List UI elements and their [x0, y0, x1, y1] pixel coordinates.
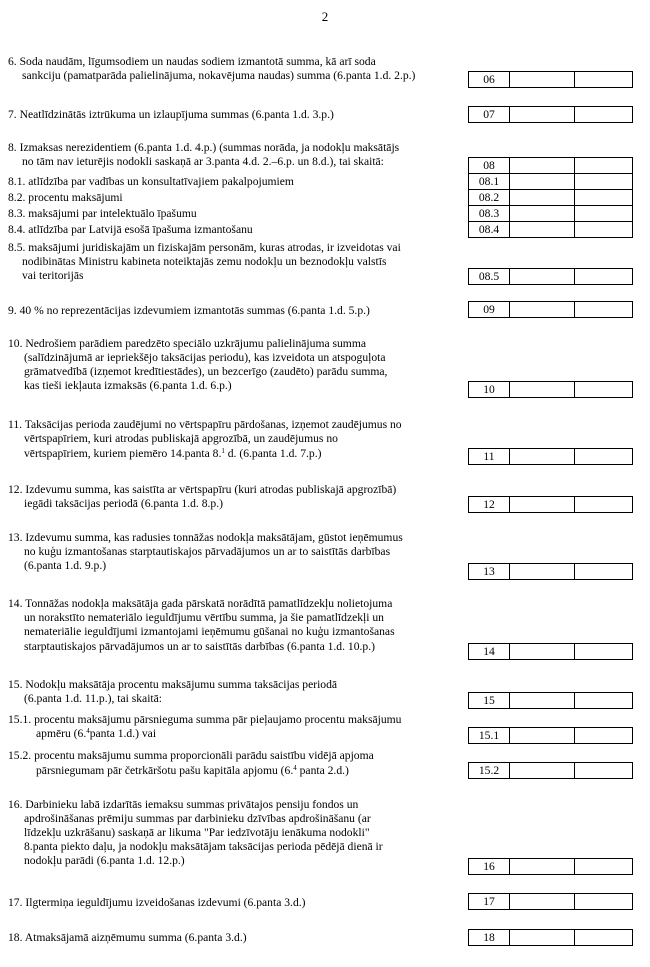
row-08-5-value-b[interactable]	[574, 268, 633, 285]
row-15-1-label-2-text: apmēru (6.	[36, 727, 87, 740]
row-15-2-value-a[interactable]	[509, 762, 575, 779]
row-07-label-1: 7. Neatlīdzinātās iztrūkuma un izlaupījuma summas (6.panta 1.d. 3.p.)	[8, 108, 334, 121]
row-08-2-value-a[interactable]	[509, 189, 575, 206]
row-15-2-code: 15.2	[468, 762, 510, 779]
row-10-value-a[interactable]	[509, 381, 575, 398]
row-12-label-2: iegādi taksācijas periodā (6.panta 1.d. 8.p.)	[24, 497, 223, 510]
row-15-1-code: 15.1	[468, 727, 510, 744]
row-08-4-value-a[interactable]	[509, 221, 575, 238]
row-13-label-1: 13. Izdevumu summa, kas radusies tonnāžas nodokļa maksātājam, gūstot ieņēmumus	[8, 531, 403, 544]
row-18-value-b[interactable]	[574, 929, 633, 946]
row-08-3-label: 8.3. maksājumi par intelektuālo īpašumu	[8, 207, 197, 220]
row-11-label-3-text: vērtspapīriem, kuriem piemēro 14.panta 8.	[24, 447, 222, 460]
row-11-code: 11	[468, 448, 510, 465]
row-16-value-b[interactable]	[574, 858, 633, 875]
row-08-2-label: 8.2. procentu maksājumi	[8, 191, 123, 204]
row-09-label-1: 9. 40 % no reprezentācijas izdevumiem izmantotās summas (6.panta 1.d. 5.p.)	[8, 304, 370, 317]
row-14-label-2: un norakstīto nemateriālo ieguldījumu vērtību summa, ja šie pamatlīdzekļi un	[24, 611, 384, 624]
row-11-label-2: vērtspapīriem, kuri atrodas publiskajā apgrozībā, un zaudējumus no	[24, 432, 338, 445]
row-09-code: 09	[468, 301, 510, 318]
row-15-value-b[interactable]	[574, 692, 633, 709]
row-08-4-code: 08.4	[468, 221, 510, 238]
row-13-label-3: (6.panta 1.d. 9.p.)	[24, 559, 107, 572]
row-16-value-a[interactable]	[509, 858, 575, 875]
row-15-2-superscript: 4	[293, 764, 297, 772]
row-09-value-b[interactable]	[574, 301, 633, 318]
row-15-code: 15	[468, 692, 510, 709]
row-10-value-b[interactable]	[574, 381, 633, 398]
page-number: 2	[321, 9, 329, 24]
row-16-label-3: līdzekļu uzkrāšanu) saskaņā ar likuma "Par iedzīvotāju ienākuma nodokli"	[24, 826, 370, 839]
row-15-label-2: (6.panta 1.d. 11.p.), tai skaitā:	[24, 692, 163, 705]
row-18-code: 18	[468, 929, 510, 946]
row-06-label-1: 6. Soda naudām, līgumsodiem un naudas sodiem izmantotā summa, kā arī soda	[8, 55, 376, 68]
row-11-label-3-rest: d. (6.panta 1.d. 7.p.)	[224, 447, 322, 460]
row-08-1-value-a[interactable]	[509, 173, 575, 190]
row-07-value-a[interactable]	[509, 106, 575, 123]
row-06-value-a[interactable]	[509, 71, 575, 88]
row-09-value-a[interactable]	[509, 301, 575, 318]
row-16-code: 16	[468, 858, 510, 875]
row-16-label-5: nodokļu parādi (6.panta 1.d. 12.p.)	[24, 854, 185, 867]
row-15-1-value-a[interactable]	[509, 727, 575, 744]
row-08-5-code: 08.5	[468, 268, 510, 285]
row-14-code: 14	[468, 643, 510, 660]
row-15-2-label-2	[36, 764, 349, 777]
row-15-1-label-1: 15.1. procentu maksājumu pārsnieguma summa pār pieļaujamo procentu maksājumu	[8, 713, 402, 726]
row-14-label-3: nemateriālie ieguldījumi izmantojami ieņēmumu gūšanai no kuģu izmantošanas	[24, 625, 395, 638]
row-10-label-4: kas tieši iekļauta izmaksās (6.panta 1.d. 6.p.)	[24, 379, 232, 392]
row-11-value-a[interactable]	[509, 448, 575, 465]
row-08-3-code: 08.3	[468, 205, 510, 222]
row-08-1-code: 08.1	[468, 173, 510, 190]
row-15-label-1: 15. Nodokļu maksātāja procentu maksājumu summa taksācijas periodā	[8, 678, 338, 691]
row-15-2-label-1: 15.2. procentu maksājumu summa proporcionāli parādu saistību vidējā apjoma	[8, 749, 374, 762]
row-07-value-b[interactable]	[574, 106, 633, 123]
row-07-code: 07	[468, 106, 510, 123]
row-10-code: 10	[468, 381, 510, 398]
row-17-label-1: 17. Ilgtermiņa ieguldījumu izveidošanas izdevumi (6.panta 3.d.)	[8, 896, 306, 909]
row-13-label-2: no kuģu izmantošanas starptautiskajos pārvadājumos un ar to saistītās darbības	[24, 545, 391, 558]
row-16-label-4: 8.panta piekto daļu, ja nodokļu maksātājam taksācijas perioda pēdējā dienā ir	[24, 840, 383, 853]
row-15-2-label-2-rest: panta 2.d.)	[296, 764, 349, 777]
row-15-2-label-2-text: pārsniegumam pār četrkāršotu pašu kapitāla apjomu (6.	[36, 764, 294, 777]
row-15-2-value-b[interactable]	[574, 762, 633, 779]
row-13-value-a[interactable]	[509, 563, 575, 580]
row-08-4-label: 8.4. atlīdzība par Latvijā esošā īpašuma izmantošanu	[8, 223, 253, 236]
row-10-label-1: 10. Nedrošiem parādiem paredzēto speciālo uzkrājumu palielinājuma summa	[8, 337, 366, 350]
row-08-value-a[interactable]	[509, 157, 575, 174]
row-17-value-a[interactable]	[509, 893, 575, 910]
row-15-1-superscript: 4	[86, 727, 90, 735]
row-08-1-label: 8.1. atlīdzība par vadības un konsultatīvajiem pakalpojumiem	[8, 175, 294, 188]
row-14-label-1: 14. Tonnāžas nodokļa maksātāja gada pārskatā norādītā pamatlīdzekļu nolietojuma	[8, 597, 393, 610]
row-14-value-a[interactable]	[509, 643, 575, 660]
row-14-label-4: starptautiskajos pārvadājumos un ar to saistītās darbības (6.panta 1.d. 10.p.)	[24, 640, 375, 653]
row-06-code: 06	[468, 71, 510, 88]
row-08-1-value-b[interactable]	[574, 173, 633, 190]
row-16-label-1: 16. Darbinieku labā izdarītās iemaksu summas privātajos pensiju fondos un	[8, 798, 359, 811]
row-17-code: 17	[468, 893, 510, 910]
row-16-label-2: apdrošināšanas prēmiju summas par darbinieku dzīvības apdrošināšanu (ar	[24, 812, 371, 825]
row-13-value-b[interactable]	[574, 563, 633, 580]
row-08-2-value-b[interactable]	[574, 189, 633, 206]
row-10-label-3: grāmatvedībā (izņemot kredītiestādes), un bezcerīgo (zaudēto) parādu summa,	[24, 365, 388, 378]
row-17-value-b[interactable]	[574, 893, 633, 910]
row-08-5-label-1: 8.5. maksājumi juridiskajām un fiziskajām personām, kuras atrodas, ir izveidotas vai	[8, 241, 401, 254]
row-08-5-label-2: nodibinātas Ministru kabineta noteiktajās zemu nodokļu un beznodokļu valstīs	[22, 255, 387, 268]
row-08-value-b[interactable]	[574, 157, 633, 174]
row-06-label-2: sankciju (pamatparāda palielinājuma, nokavējuma naudas) summa (6.panta 1.d. 2.p.)	[22, 69, 416, 82]
row-08-2-code: 08.2	[468, 189, 510, 206]
row-10-label-2: (salīdzinājumā ar iepriekšējo taksācijas periodu), kas izveidota un atspoguļota	[24, 351, 386, 364]
row-06-value-b[interactable]	[574, 71, 633, 88]
row-18-label-1: 18. Atmaksājamā aizņēmumu summa (6.panta 3.d.)	[8, 931, 247, 944]
row-13-code: 13	[468, 563, 510, 580]
row-12-value-a[interactable]	[509, 496, 575, 513]
row-08-code: 08	[468, 157, 510, 174]
row-12-label-1: 12. Izdevumu summa, kas saistīta ar vērtspapīru (kuri atrodas publiskajā apgrozībā)	[8, 483, 397, 496]
row-18-value-a[interactable]	[509, 929, 575, 946]
row-12-value-b[interactable]	[574, 496, 633, 513]
row-08-label-1: 8. Izmaksas nerezidentiem (6.panta 1.d. 4.p.) (summas norāda, ja nodokļu maksātājs	[8, 141, 400, 154]
row-12-code: 12	[468, 496, 510, 513]
row-11-value-b[interactable]	[574, 448, 633, 465]
row-14-value-b[interactable]	[574, 643, 633, 660]
row-15-value-a[interactable]	[509, 692, 575, 709]
row-15-1-value-b[interactable]	[574, 727, 633, 744]
row-15-1-label-2	[36, 727, 156, 740]
row-08-4-value-b[interactable]	[574, 221, 633, 238]
row-15-1-label-2-rest: panta 1.d.) vai	[89, 727, 157, 740]
row-11-label-1: 11. Taksācijas perioda zaudējumi no vērtspapīru pārdošanas, izņemot zaudējumus no	[8, 418, 402, 431]
row-08-5-label-3: vai teritorijās	[22, 269, 84, 282]
row-08-3-value-b[interactable]	[574, 205, 633, 222]
row-08-5-value-a[interactable]	[509, 268, 575, 285]
row-11-label-3	[24, 447, 321, 460]
row-11-superscript: 1	[221, 447, 225, 455]
row-08-3-value-a[interactable]	[509, 205, 575, 222]
row-08-label-2: no tām nav ieturējis nodokli saskaņā ar 3.panta 4.d. 2.–6.p. un 8.d.), tai skaitā:	[22, 155, 384, 168]
